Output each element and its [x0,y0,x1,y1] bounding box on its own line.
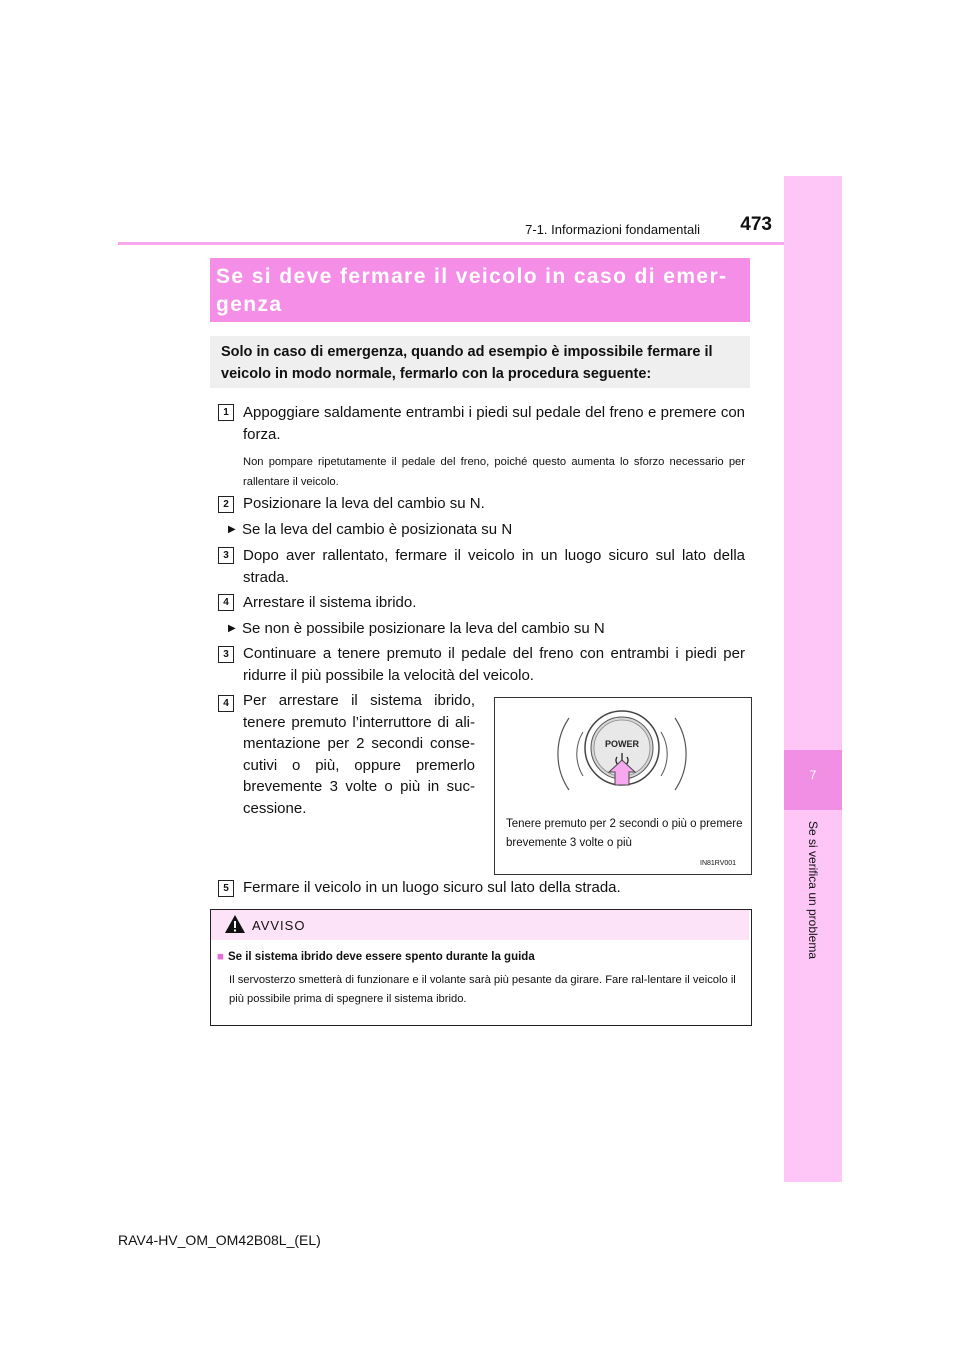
warning-subtitle-text: Se il sistema ibrido deve essere spento durante la guida [227,951,535,963]
step-number-badge: 3 [218,646,234,663]
step-number-badge: 4 [218,594,234,611]
figure-code: IN81RV001 [700,860,737,867]
figure-caption: Tenere premuto per 2 secondi o più o premere brevemente 3 volte o più [506,818,743,849]
condition-text: Se la leva del cambio è posizionata su N [242,521,513,538]
step-text: Fermare il veicolo in un luogo sicuro sul lato della strada. [243,879,621,896]
chapter-number: 7 [809,768,817,782]
section-label: 7-1. Informazioni fondamentali [525,222,700,237]
document-code: RAV4-HV_OM_OM42B08L_(EL) [118,1232,321,1248]
step-number-badge: 3 [218,547,234,564]
chapter-title: Se si verifica un problema [806,820,820,960]
step-number-badge: 5 [218,880,234,897]
step-text: Posizionare la leva del cambio su N. [243,495,485,512]
warning-triangle-icon [224,914,246,934]
page-number: 473 [740,214,772,235]
step-text: Per arrestare il sistema ibrido, tenere premuto l’interruttore di ali-mentazione per 2 secondi conse-cutivi o più, oppure premerlo brevemente 3 volte o più in suc-cessione. [243,692,475,817]
step-text: Continuare a tenere premuto il pedale del freno con entrambi i piedi per ridurre il più possibile la velocità del veicolo. [243,645,745,684]
chapter-side-tab [784,176,842,1182]
square-bullet-icon: ■ [217,951,224,963]
step-text: Arrestare il sistema ibrido. [243,594,417,611]
condition-bullet [228,618,605,640]
triangle-right-icon: ▶ [228,524,236,536]
power-label: POWER [604,739,640,749]
step-note: Non pompare ripetutamente il pedale del freno, poiché questo aumenta lo sforzo necessario per rallentare il veicolo. [243,456,745,488]
header-divider [118,242,842,245]
step-number-badge: 2 [218,496,234,513]
condition-text: Se non è possibile posizionare la leva del cambio su N [242,620,605,637]
condition-bullet [228,519,512,541]
triangle-right-icon: ▶ [228,623,236,635]
warning-body: Il servosterzo smetterà di funzionare e il volante sarà più pesante da girare. Fare ral-lentare il veicolo il più possibile prima di spegnere il sistema ibrido. [229,974,736,1005]
step-text: Dopo aver rallentato, fermare il veicolo in un luogo sicuro sul lato della strada. [243,547,745,586]
intro-text: Solo in caso di emergenza, quando ad esempio è impossibile fermare il veicolo in modo normale, fermarlo con la procedura seguente: [221,344,713,382]
page-title: Se si deve fermare il veicolo in caso di emer-genza [216,265,728,316]
step-number-badge: 4 [218,695,234,712]
step-number-badge: 1 [218,404,234,421]
warning-subtitle [217,951,535,963]
step-text: Appoggiare saldamente entrambi i piedi sul pedale del freno e premere con forza. [243,404,745,443]
warning-title: AVVISO [252,918,306,933]
